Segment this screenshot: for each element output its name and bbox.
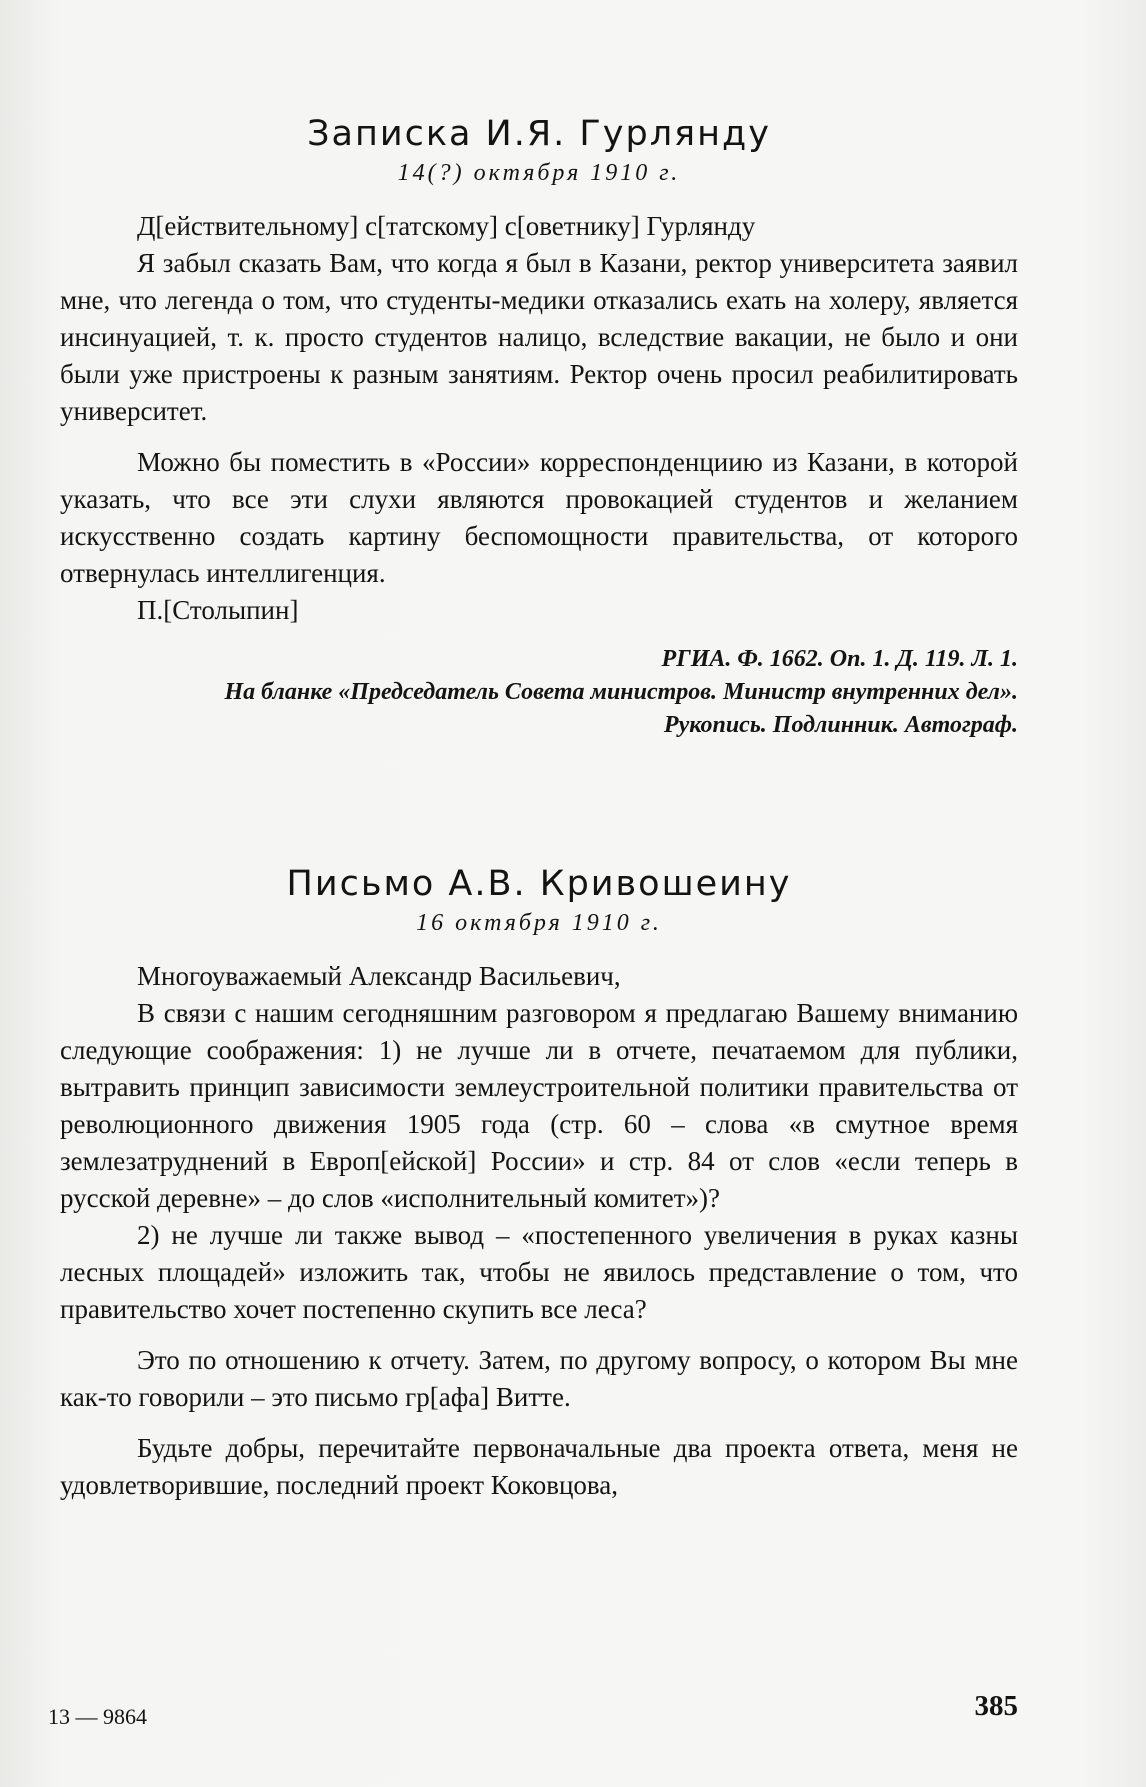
signature: П.[Столыпин] xyxy=(137,595,299,625)
page-content xyxy=(60,112,1018,1504)
page-footer xyxy=(48,1690,1018,1730)
signature-mark: 13 — 9864 xyxy=(48,1704,147,1729)
archive-source: РГИА. Ф. 1662. Оп. 1. Д. 119. Л. 1. xyxy=(661,646,1018,672)
section-letter-krivoshein xyxy=(60,862,1018,1504)
section-date: 16 октября 1910 г. xyxy=(416,910,662,936)
section-date: 14(?) октября 1910 г. xyxy=(397,160,681,186)
paragraph: Это по отношению к отчету. Затем, по другому вопросу, о котором Вы мне как-то говорили – это письмо гр[афа] Витте. xyxy=(60,1345,1018,1412)
archive-note: На бланке «Председатель Совета министров. Министр внутренних дел». xyxy=(224,679,1018,705)
archive-note: Рукопись. Подлинник. Автограф. xyxy=(663,712,1018,738)
section-title: Записка И.Я. Гурлянду xyxy=(307,114,771,154)
paragraph: Можно бы поместить в «России» корреспонденциию из Казани, в которой указать, что все эти слухи являются провокацией студентов и желанием искусственно создать картину беспомощности правительства, от которого отвернулась интеллигенция. xyxy=(60,447,1018,588)
section-title: Письмо А.В. Кривошеину xyxy=(286,864,792,904)
salutation: Многоуважаемый Александр Васильевич, xyxy=(137,961,621,991)
section-note-gurlyand xyxy=(60,112,1018,742)
addressee-line: Д[ействительному] с[татскому] с[оветнику] Гурлянду xyxy=(137,211,756,241)
paragraph: Будьте добры, перечитайте первоначальные два проекта ответа, меня не удовлетворившие, последний проект Коковцова, xyxy=(60,1433,1018,1500)
paragraph: 2) не лучше ли также вывод – «постепенного увеличения в руках казны лесных площадей» изложить так, чтобы не явилось представление о том, что правительство хочет постепенно скупить все леса? xyxy=(60,1220,1018,1324)
paragraph: Я забыл сказать Вам, что когда я был в Казани, ректор университета заявил мне, что легенда о том, что студенты-медики отказались ехать на холеру, является инсинуацией, т. к. просто студентов налицо, вследствие вакации, не было и они были уже пристроены к разным занятиям. Ректор очень просил реабилитировать университет. xyxy=(60,248,1018,426)
page-number: 385 xyxy=(974,1690,1018,1722)
paragraph: В связи с нашим сегодняшним разговором я предлагаю Вашему вниманию следующие соображения: 1) не лучше ли в отчете, печатаемом для публики, вытравить принцип зависимости землеустроительной политики правительства от революционного движения 1905 года (стр. 60 – слова «в смутное время землезатруднений в Европ[ейской] России» и стр. 84 от слов «если теперь в русской деревне» – до слов «исполнительный комитет»)? xyxy=(60,998,1018,1213)
